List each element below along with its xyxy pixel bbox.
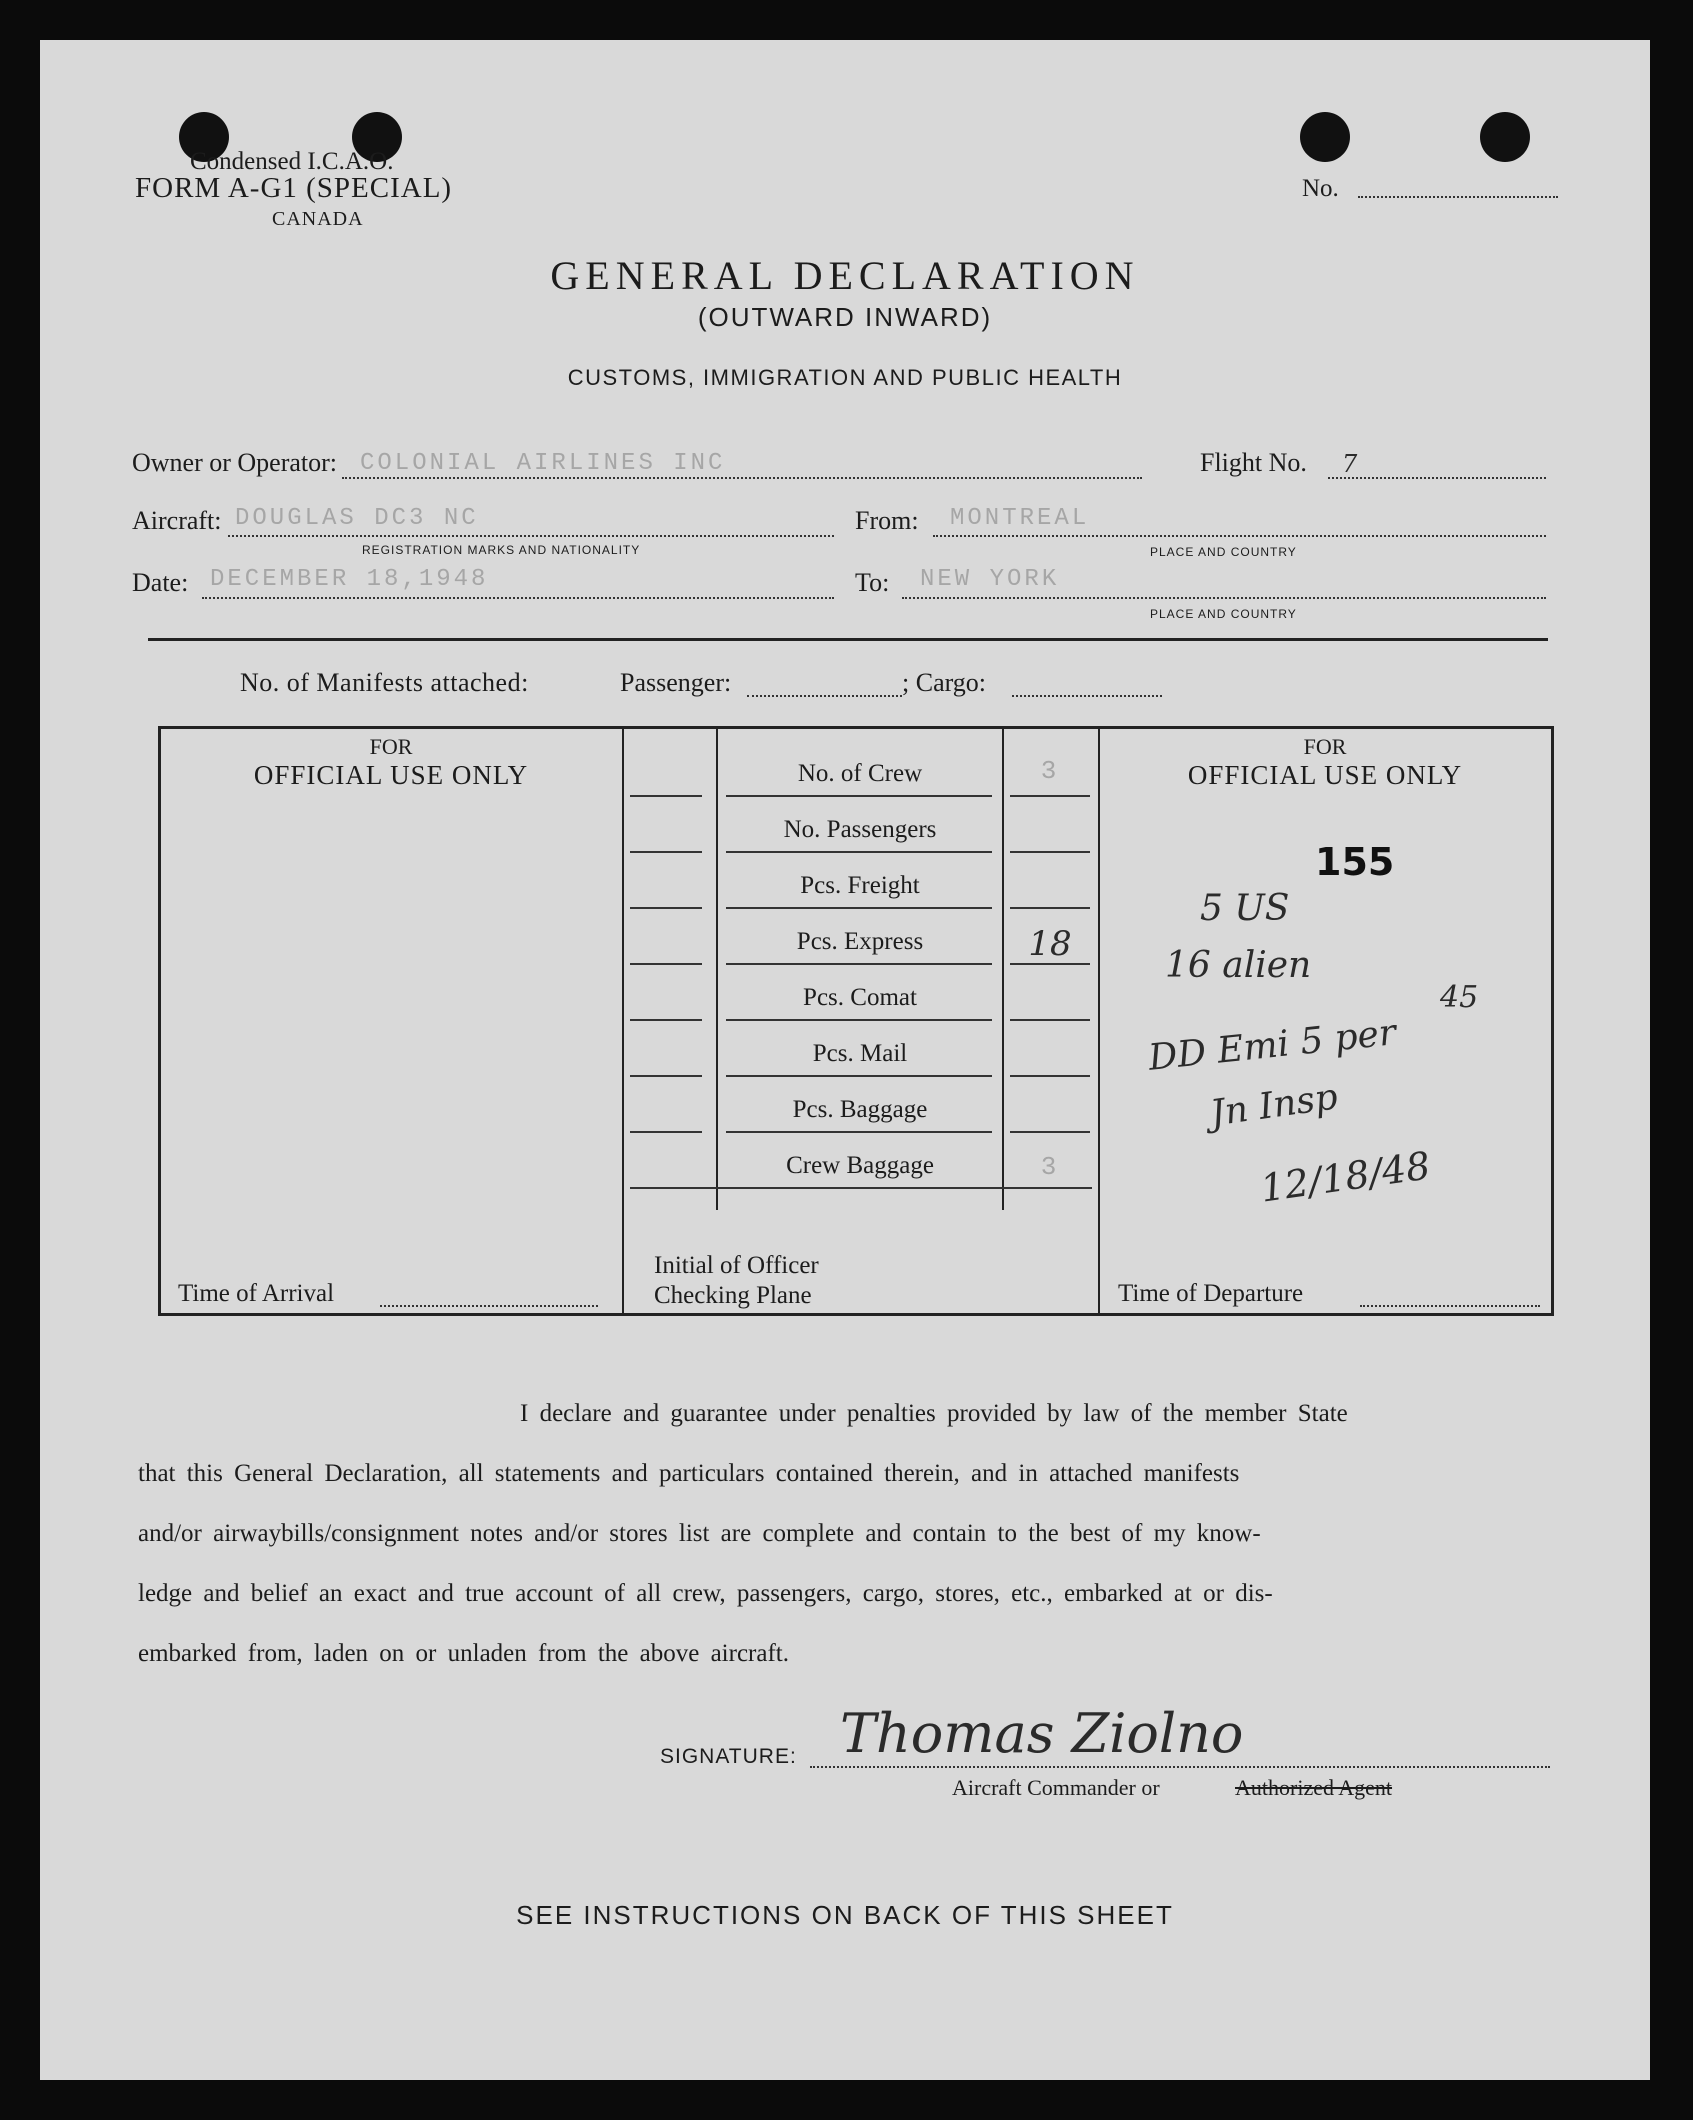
cargo-manifests-field[interactable] <box>1012 695 1162 697</box>
row-rule <box>630 907 702 909</box>
row-express-value: 18 <box>1028 924 1072 964</box>
table-divider-2 <box>716 726 718 1210</box>
row-rule <box>630 1075 702 1077</box>
row-passengers-label: No. Passengers <box>783 816 937 843</box>
to-value: NEW YORK <box>920 566 1060 593</box>
row-baggage-label: Pcs. Baggage <box>792 1096 928 1123</box>
declaration-line-5: embarked from, laden on or unladen from the above aircraft. <box>138 1640 789 1667</box>
aircraft-label: Aircraft: <box>132 506 222 535</box>
owner-field[interactable] <box>342 477 1142 479</box>
to-label: To: <box>855 568 890 597</box>
row-rule <box>630 1019 702 1021</box>
annotation-sup: 45 <box>1440 980 1479 1015</box>
signature-value: Thomas Ziolno <box>840 1702 1244 1765</box>
manifests-label: No. of Manifests attached: <box>240 668 529 697</box>
row-rule <box>1010 1019 1090 1021</box>
table-divider-4 <box>1098 726 1100 1316</box>
owner-label: Owner or Operator: <box>132 448 338 477</box>
row-rule <box>630 795 702 797</box>
aircraft-caption: REGISTRATION MARKS AND NATIONALITY <box>362 543 641 557</box>
aircraft-field[interactable] <box>228 535 834 537</box>
row-rule <box>1010 851 1090 853</box>
row-crew-label: No. of Crew <box>797 760 923 787</box>
form-line-3: CANADA <box>272 208 364 230</box>
table-divider-1 <box>622 726 624 1316</box>
passenger-label: Passenger: <box>620 668 732 697</box>
punch-hole <box>1300 112 1350 162</box>
from-label: From: <box>855 506 919 535</box>
annotation-line-4: Jn Insp <box>1207 1076 1341 1135</box>
row-rule <box>726 851 992 853</box>
row-rule <box>726 1075 992 1077</box>
time-departure-label: Time of Departure <box>1118 1280 1304 1307</box>
declaration-form <box>40 40 1650 2080</box>
row-crew-baggage-value: 3 <box>1040 1152 1060 1182</box>
row-express-label: Pcs. Express <box>796 928 924 955</box>
row-rule <box>726 795 992 797</box>
row-crew-baggage-label: Crew Baggage <box>786 1152 934 1179</box>
time-departure-field[interactable] <box>1360 1305 1540 1307</box>
owner-value: COLONIAL AIRLINES INC <box>360 450 726 477</box>
row-rule <box>1010 1131 1090 1133</box>
declaration-line-4: ledge and belief an exact and true account of all crew, passengers, cargo, stores, etc., embarked at or dis- <box>138 1580 1273 1607</box>
header-divider <box>148 638 1548 641</box>
right-for-label: FOR <box>1303 734 1347 759</box>
signature-label: SIGNATURE: <box>660 1745 797 1768</box>
signature-caption-struck: Authorized Agent <box>1235 1775 1393 1800</box>
signature-field[interactable] <box>810 1766 1550 1768</box>
form-direction: (OUTWARD INWARD) <box>697 302 993 332</box>
table-divider-3 <box>1002 726 1004 1210</box>
from-field[interactable] <box>933 535 1546 537</box>
from-caption: PLACE AND COUNTRY <box>1150 545 1297 559</box>
form-line-1: Condensed I.C.A.O. <box>190 148 394 175</box>
flight-value: 7 <box>1342 450 1358 478</box>
row-rule <box>630 1131 702 1133</box>
annotation-line-1: 5 US <box>1200 888 1290 929</box>
date-label: Date: <box>132 568 189 597</box>
row-freight-label: Pcs. Freight <box>800 872 920 899</box>
flight-field[interactable] <box>1328 477 1546 479</box>
aircraft-value: DOUGLAS DC3 NC <box>235 505 479 532</box>
date-field[interactable] <box>202 597 834 599</box>
footer-instructions: SEE INSTRUCTIONS ON BACK OF THIS SHEET <box>516 1900 1174 1930</box>
left-official-label: OFFICIAL USE ONLY <box>253 760 529 790</box>
annotation-line-2: 16 alien <box>1165 945 1312 986</box>
row-rule <box>726 963 992 965</box>
declaration-line-2: that this General Declaration, all statements and particulars contained therein, and in attached manifests <box>138 1460 1240 1487</box>
time-arrival-field[interactable] <box>380 1305 598 1307</box>
form-subtitle: CUSTOMS, IMMIGRATION AND PUBLIC HEALTH <box>567 365 1123 390</box>
declaration-line-1: I declare and guarantee under penalties provided by law of the member State <box>520 1400 1348 1427</box>
row-rule <box>1010 795 1090 797</box>
time-arrival-label: Time of Arrival <box>178 1280 335 1307</box>
signature-caption: Aircraft Commander or <box>952 1775 1160 1800</box>
flight-label: Flight No. <box>1200 448 1307 477</box>
row-comat-label: Pcs. Comat <box>803 984 917 1011</box>
form-line-2: FORM A-G1 (SPECIAL) <box>135 172 453 204</box>
row-rule <box>1010 907 1090 909</box>
row-rule <box>1010 1075 1090 1077</box>
row-mail-label: Pcs. Mail <box>812 1040 908 1067</box>
row-rule <box>630 851 702 853</box>
row-rule <box>726 1131 992 1133</box>
annotation-line-5: 12/18/48 <box>1257 1143 1433 1211</box>
left-for-label: FOR <box>369 734 413 759</box>
initial-officer-label-1: Initial of Officer <box>654 1252 819 1279</box>
row-rule <box>630 1187 1092 1189</box>
row-rule <box>630 963 702 965</box>
annotation-line-3: DD Emi 5 per <box>1146 1012 1398 1079</box>
date-value: DECEMBER 18,1948 <box>210 566 489 593</box>
form-title: GENERAL DECLARATION <box>550 253 1140 298</box>
declaration-line-3: and/or airwaybills/consignment notes and/or stores list are complete and contain to the best of my know- <box>138 1520 1261 1547</box>
cargo-label: ; Cargo: <box>902 668 987 697</box>
passenger-manifests-field[interactable] <box>747 695 902 697</box>
number-label: No. <box>1302 175 1339 202</box>
punch-hole <box>1480 112 1530 162</box>
stamp-number: 155 <box>1315 840 1395 884</box>
right-official-label: OFFICIAL USE ONLY <box>1187 760 1463 790</box>
initial-officer-label-2: Checking Plane <box>654 1282 812 1309</box>
number-field[interactable] <box>1358 196 1558 198</box>
row-crew-value: 3 <box>1040 756 1060 786</box>
row-rule <box>726 907 992 909</box>
from-value: MONTREAL <box>950 505 1090 532</box>
to-caption: PLACE AND COUNTRY <box>1150 607 1297 621</box>
row-rule <box>726 1019 992 1021</box>
to-field[interactable] <box>902 597 1546 599</box>
